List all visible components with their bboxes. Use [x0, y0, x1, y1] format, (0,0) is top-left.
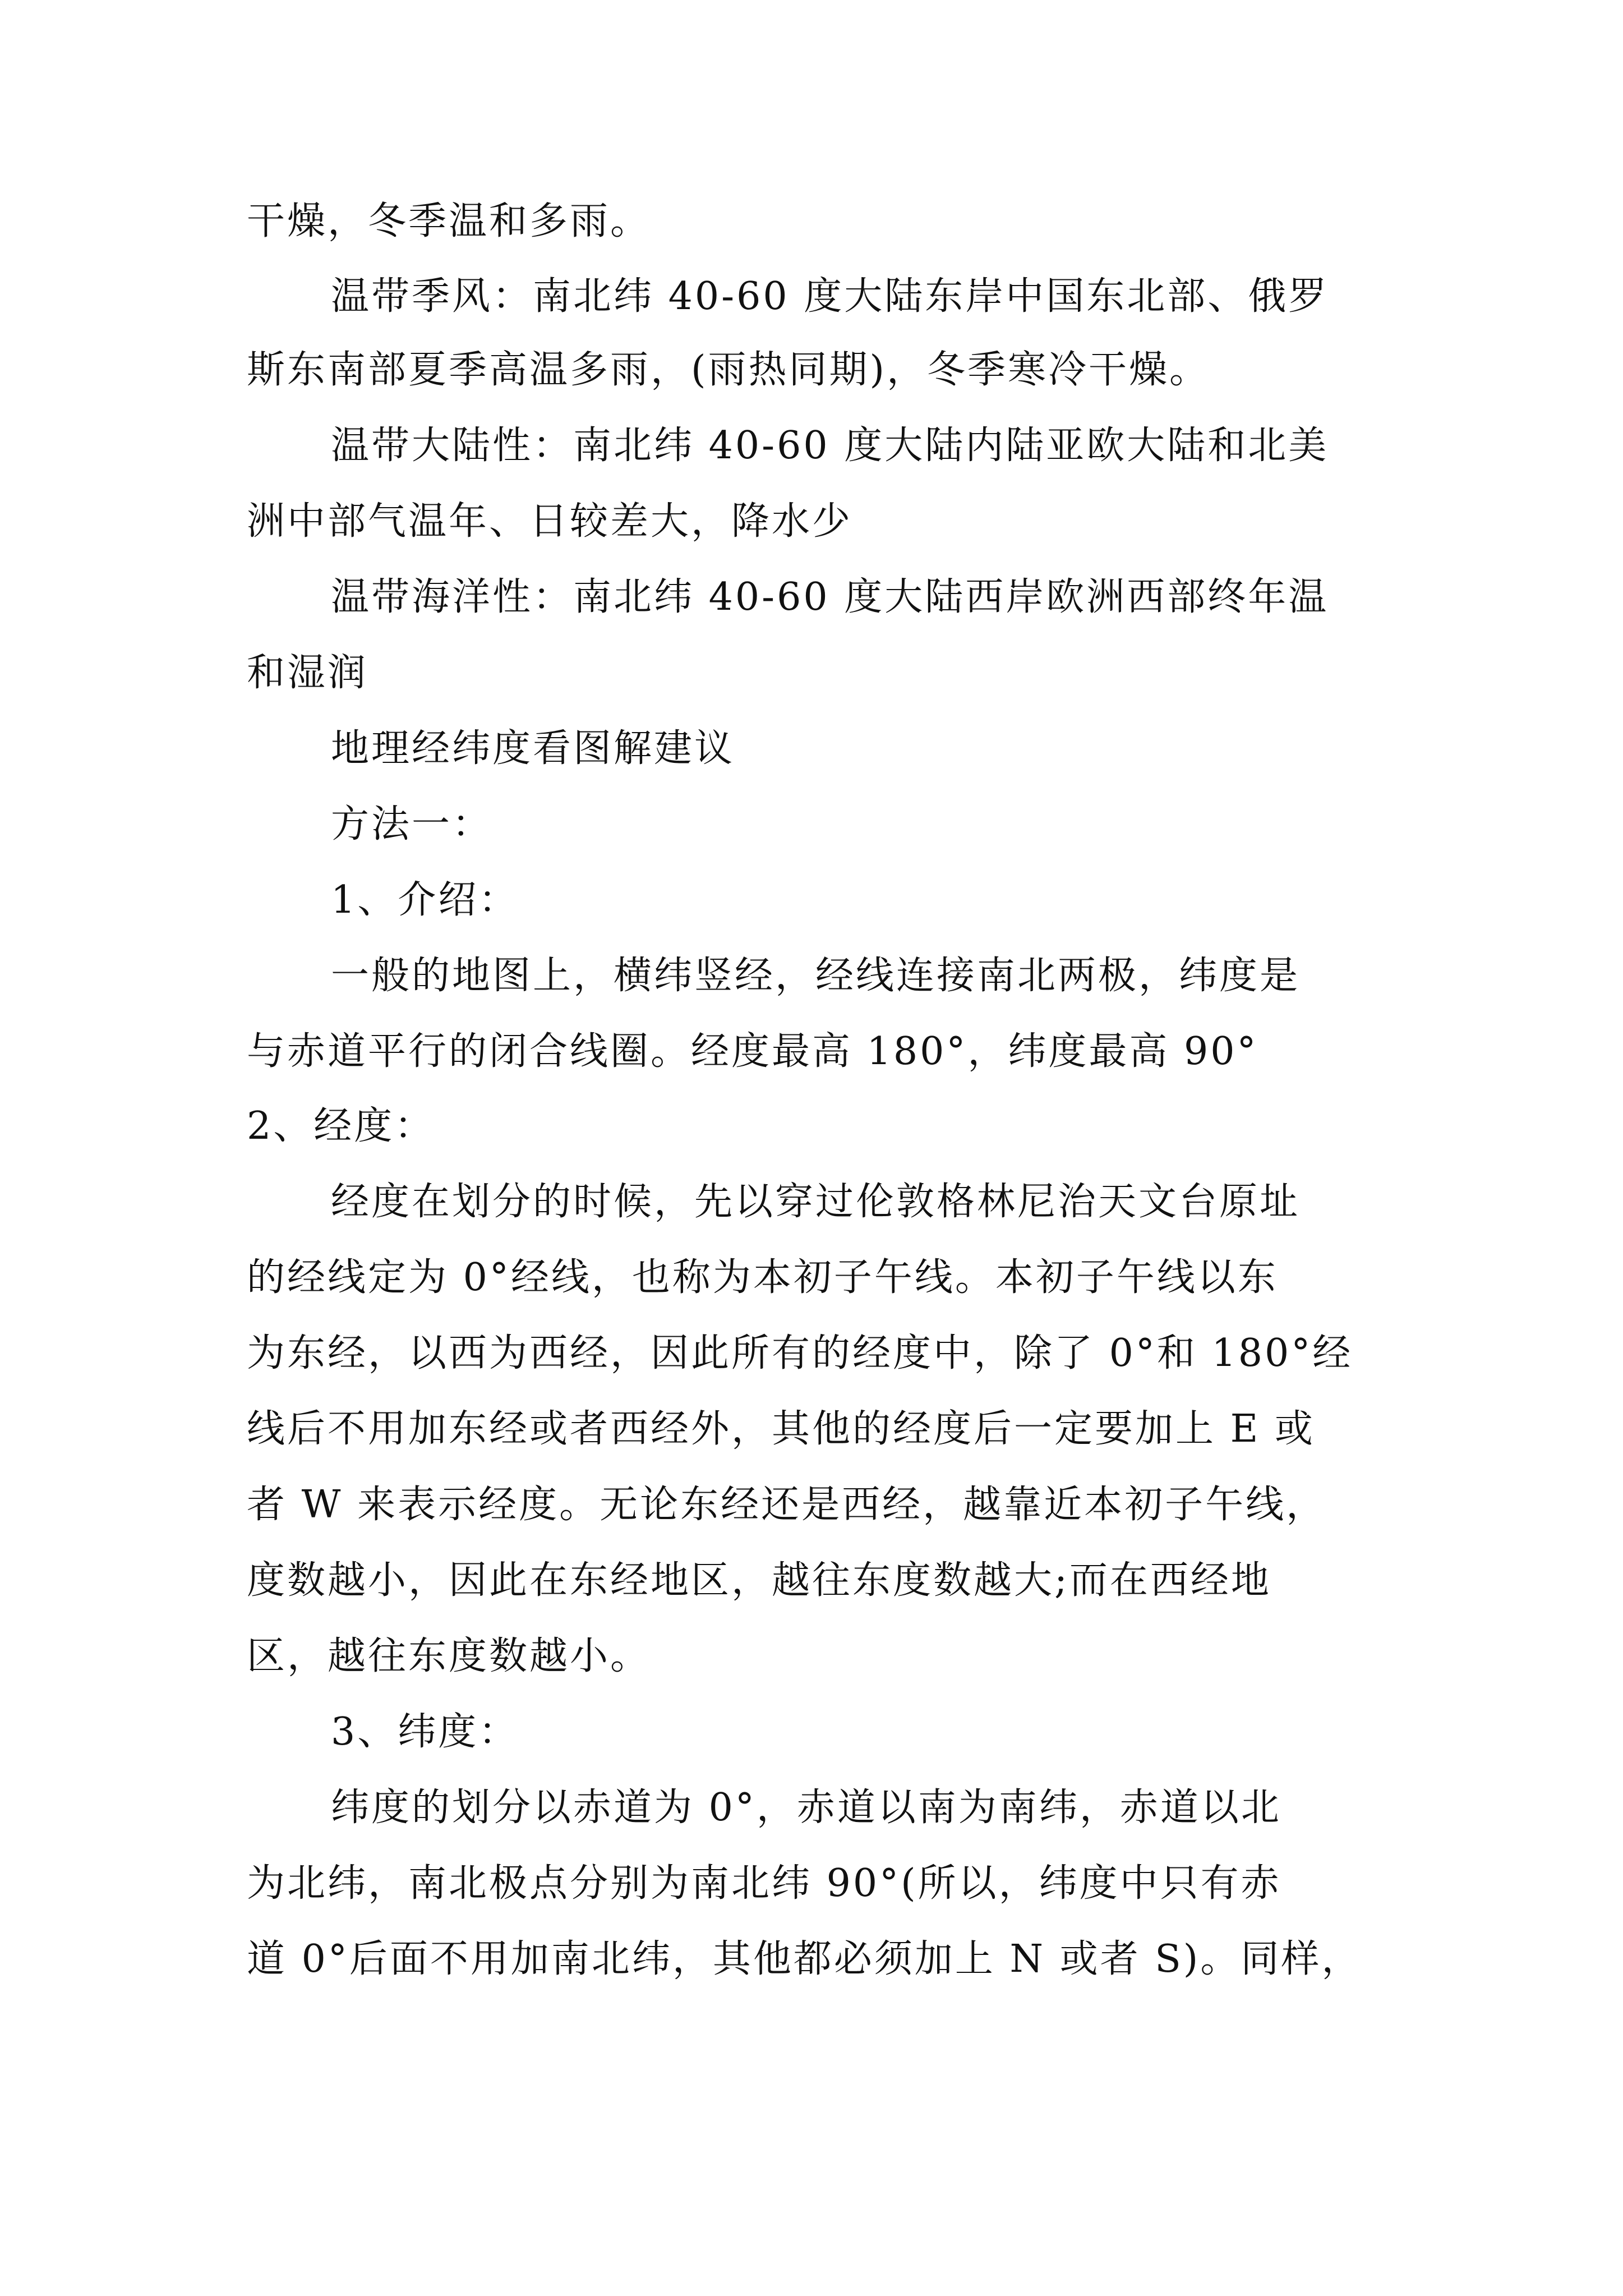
- text-line: 度数越小，因此在东经地区，越往东度数越大;而在西经地: [247, 1558, 1271, 1603]
- subsection-heading: 1、介绍：: [331, 878, 519, 922]
- text-line: 一般的地图上，横纬竖经，经线连接南北两极，纬度是: [331, 954, 1301, 998]
- subsection-heading: 3、纬度：: [331, 1710, 519, 1754]
- text-line: 温带季风：南北纬 40-60 度大陆东岸中国东北部、俄罗: [331, 274, 1329, 319]
- text-line: 洲中部气温年、日较差大，降水少: [247, 499, 853, 544]
- text-line: 和湿润: [247, 651, 368, 695]
- section-heading: 地理经纬度看图解建议: [331, 726, 735, 771]
- text-line: 与赤道平行的闭合线圈。经度最高 180°，纬度最高 90°: [247, 1029, 1258, 1074]
- text-line: 为东经，以西为西经，因此所有的经度中，除了 0°和 180°经: [247, 1331, 1353, 1375]
- text-line: 温带海洋性：南北纬 40-60 度大陆西岸欧洲西部终年温: [331, 575, 1329, 619]
- text-line: 温带大陆性：南北纬 40-60 度大陆内陆亚欧大陆和北美: [331, 424, 1329, 468]
- text-line: 纬度的划分以赤道为 0°，赤道以南为南纬，赤道以北: [331, 1786, 1281, 1830]
- text-line: 区，越往东度数越小。: [247, 1634, 651, 1678]
- text-line: 线后不用加东经或者西经外，其他的经度后一定要加上 E 或: [247, 1407, 1315, 1451]
- subsection-heading: 2、经度：: [247, 1104, 435, 1148]
- text-line: 的经线定为 0°经线，也称为本初子午线。本初子午线以东: [247, 1255, 1278, 1300]
- method-heading: 方法一：: [331, 802, 493, 846]
- text-line: 道 0°后面不用加南北纬，其他都必须加上 N 或者 S)。同样，: [247, 1937, 1362, 1981]
- text-line: 斯东南部夏季高温多雨，(雨热同期)，冬季寒冷干燥。: [247, 348, 1210, 392]
- text-line: 者 W 来表示经度。无论东经还是西经，越靠近本初子午线，: [247, 1483, 1327, 1527]
- text-line: 为北纬，南北极点分别为南北纬 90°(所以，纬度中只有赤: [247, 1861, 1281, 1906]
- text-line: 干燥，冬季温和多雨。: [247, 199, 651, 243]
- text-line: 经度在划分的时候，先以穿过伦敦格林尼治天文台原址: [331, 1180, 1301, 1224]
